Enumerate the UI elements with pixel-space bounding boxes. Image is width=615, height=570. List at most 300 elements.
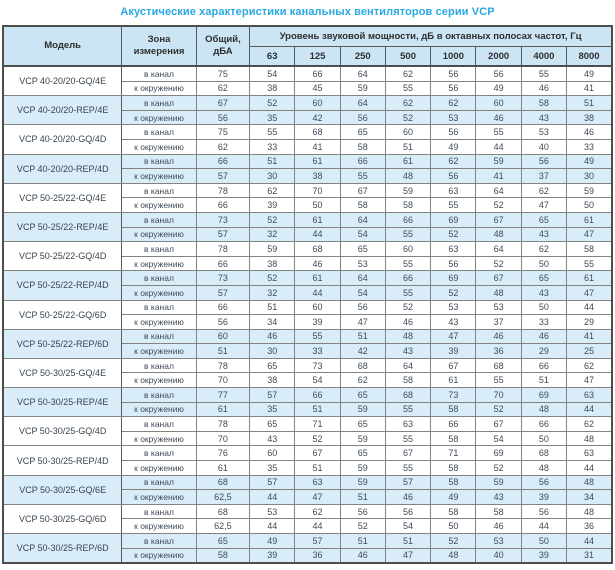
zone-cell: к окружению: [122, 519, 196, 534]
model-cell: VCP 50-25/22-REP/4D: [3, 271, 122, 300]
freq-value-cell: 62: [431, 96, 476, 111]
total-dba-cell: 70: [196, 373, 249, 388]
zone-cell: в канал: [122, 154, 196, 169]
freq-value-cell: 47: [340, 315, 385, 330]
freq-value-cell: 62: [250, 183, 295, 198]
zone-cell: к окружению: [122, 461, 196, 476]
freq-value-cell: 50: [567, 198, 612, 213]
table-row: [3, 358, 612, 373]
freq-value-cell: 46: [521, 81, 566, 96]
zone-cell: в канал: [122, 125, 196, 140]
total-dba-cell: 66: [196, 300, 249, 315]
freq-value-cell: 54: [385, 519, 430, 534]
table-body: [3, 66, 612, 563]
zone-cell: к окружению: [122, 490, 196, 505]
freq-value-cell: 51: [295, 461, 340, 476]
freq-value-cell: 69: [431, 271, 476, 286]
freq-value-cell: 65: [340, 242, 385, 257]
freq-value-cell: 30: [250, 169, 295, 184]
freq-value-cell: 43: [521, 285, 566, 300]
total-dba-cell: 66: [196, 198, 249, 213]
freq-value-cell: 56: [340, 300, 385, 315]
freq-value-cell: 38: [250, 256, 295, 271]
model-cell: VCP 40-20/20-REP/4E: [3, 96, 122, 125]
freq-value-cell: 61: [295, 271, 340, 286]
total-dba-cell: 68: [196, 475, 249, 490]
freq-value-cell: 66: [295, 66, 340, 81]
freq-value-cell: 69: [476, 446, 521, 461]
freq-value-cell: 50: [521, 300, 566, 315]
freq-value-cell: 44: [567, 402, 612, 417]
freq-value-cell: 38: [567, 110, 612, 125]
freq-value-cell: 39: [521, 548, 566, 563]
freq-value-cell: 65: [340, 446, 385, 461]
freq-value-cell: 59: [340, 81, 385, 96]
freq-value-cell: 70: [295, 183, 340, 198]
freq-value-cell: 58: [431, 475, 476, 490]
freq-value-cell: 44: [250, 519, 295, 534]
freq-value-cell: 66: [431, 417, 476, 432]
freq-value-cell: 40: [476, 548, 521, 563]
freq-value-cell: 52: [431, 227, 476, 242]
freq-value-cell: 46: [385, 315, 430, 330]
freq-value-cell: 34: [567, 490, 612, 505]
freq-value-cell: 62: [431, 154, 476, 169]
freq-value-cell: 51: [385, 534, 430, 549]
freq-value-cell: 66: [385, 212, 430, 227]
freq-value-cell: 59: [340, 402, 385, 417]
freq-value-cell: 63: [567, 446, 612, 461]
freq-value-cell: 41: [295, 139, 340, 154]
total-dba-cell: 65: [196, 534, 249, 549]
freq-value-cell: 49: [567, 66, 612, 81]
freq-value-cell: 47: [295, 490, 340, 505]
model-cell: VCP 50-25/22-GQ/6D: [3, 300, 122, 329]
freq-value-cell: 41: [567, 329, 612, 344]
freq-value-cell: 55: [385, 285, 430, 300]
zone-cell: в канал: [122, 300, 196, 315]
freq-value-cell: 65: [340, 388, 385, 403]
model-cell: VCP 40-20/20-GQ/4E: [3, 66, 122, 96]
freq-value-cell: 69: [431, 212, 476, 227]
freq-value-cell: 48: [567, 431, 612, 446]
model-cell: VCP 50-30/25-GQ/4E: [3, 358, 122, 387]
freq-value-cell: 53: [431, 110, 476, 125]
model-cell: VCP 40-20/20-GQ/4D: [3, 125, 122, 154]
freq-value-cell: 58: [431, 402, 476, 417]
freq-value-cell: 68: [295, 242, 340, 257]
freq-value-cell: 47: [567, 373, 612, 388]
freq-value-cell: 36: [567, 519, 612, 534]
freq-value-cell: 53: [476, 300, 521, 315]
freq-value-cell: 60: [385, 125, 430, 140]
freq-value-cell: 64: [385, 358, 430, 373]
freq-value-cell: 55: [385, 431, 430, 446]
freq-value-cell: 34: [250, 315, 295, 330]
model-cell: VCP 50-30/25-GQ/6E: [3, 475, 122, 504]
freq-value-cell: 59: [340, 475, 385, 490]
freq-value-cell: 37: [476, 315, 521, 330]
freq-value-cell: 44: [295, 285, 340, 300]
freq-value-cell: 55: [567, 256, 612, 271]
freq-value-cell: 64: [340, 212, 385, 227]
freq-value-cell: 38: [250, 81, 295, 96]
freq-value-cell: 47: [567, 227, 612, 242]
freq-value-cell: 54: [250, 66, 295, 81]
freq-value-cell: 36: [295, 548, 340, 563]
freq-value-cell: 67: [431, 358, 476, 373]
freq-value-cell: 50: [295, 198, 340, 213]
total-dba-cell: 62: [196, 139, 249, 154]
freq-value-cell: 67: [476, 271, 521, 286]
freq-value-cell: 32: [250, 227, 295, 242]
freq-value-cell: 61: [567, 271, 612, 286]
freq-value-cell: 68: [295, 125, 340, 140]
freq-value-cell: 65: [250, 417, 295, 432]
freq-value-cell: 49: [431, 139, 476, 154]
freq-value-cell: 42: [340, 344, 385, 359]
zone-cell: к окружению: [122, 198, 196, 213]
freq-value-cell: 58: [476, 504, 521, 519]
freq-value-cell: 57: [385, 475, 430, 490]
total-dba-cell: 57: [196, 227, 249, 242]
freq-value-cell: 35: [250, 110, 295, 125]
table-row: [3, 125, 612, 140]
freq-value-cell: 53: [476, 534, 521, 549]
total-dba-cell: 78: [196, 358, 249, 373]
freq-value-cell: 39: [431, 344, 476, 359]
freq-value-cell: 56: [521, 504, 566, 519]
zone-cell: в канал: [122, 66, 196, 81]
freq-value-cell: 59: [476, 154, 521, 169]
total-dba-cell: 76: [196, 446, 249, 461]
freq-value-cell: 48: [431, 548, 476, 563]
zone-cell: в канал: [122, 388, 196, 403]
freq-value-cell: 63: [431, 183, 476, 198]
table-row: [3, 242, 612, 257]
freq-value-cell: 58: [567, 242, 612, 257]
freq-value-cell: 50: [521, 534, 566, 549]
freq-value-cell: 54: [340, 285, 385, 300]
model-cell: VCP 50-25/22-GQ/4E: [3, 183, 122, 212]
freq-value-cell: 58: [521, 96, 566, 111]
freq-value-cell: 55: [250, 125, 295, 140]
freq-value-cell: 48: [567, 504, 612, 519]
freq-value-cell: 54: [340, 227, 385, 242]
freq-value-cell: 63: [567, 388, 612, 403]
zone-cell: к окружению: [122, 139, 196, 154]
page-title: Акустические характеристики канальных вентиляторов серии VCP: [120, 6, 495, 18]
freq-value-cell: 52: [250, 212, 295, 227]
freq-value-cell: 39: [250, 198, 295, 213]
freq-value-cell: 52: [476, 256, 521, 271]
header-model: Модель: [3, 26, 122, 66]
freq-value-cell: 55: [521, 66, 566, 81]
freq-value-cell: 44: [250, 490, 295, 505]
freq-value-cell: 68: [385, 388, 430, 403]
freq-value-cell: 61: [567, 212, 612, 227]
freq-value-cell: 39: [295, 315, 340, 330]
header-freq-125: 125: [295, 47, 340, 67]
freq-value-cell: 51: [250, 154, 295, 169]
zone-cell: в канал: [122, 446, 196, 461]
total-dba-cell: 56: [196, 315, 249, 330]
zone-cell: к окружению: [122, 315, 196, 330]
table-row: [3, 66, 612, 81]
freq-value-cell: 48: [476, 285, 521, 300]
model-cell: VCP 50-30/25-REP/6D: [3, 534, 122, 564]
model-cell: VCP 50-30/25-GQ/6D: [3, 504, 122, 533]
total-dba-cell: 78: [196, 183, 249, 198]
freq-value-cell: 48: [521, 402, 566, 417]
freq-value-cell: 55: [431, 198, 476, 213]
freq-value-cell: 57: [295, 534, 340, 549]
total-dba-cell: 61: [196, 402, 249, 417]
freq-value-cell: 62: [521, 242, 566, 257]
freq-value-cell: 52: [385, 300, 430, 315]
freq-value-cell: 59: [250, 242, 295, 257]
freq-value-cell: 52: [385, 110, 430, 125]
freq-value-cell: 58: [340, 198, 385, 213]
freq-value-cell: 58: [431, 504, 476, 519]
total-dba-cell: 75: [196, 125, 249, 140]
freq-value-cell: 52: [295, 431, 340, 446]
zone-cell: в канал: [122, 475, 196, 490]
freq-value-cell: 43: [385, 344, 430, 359]
freq-value-cell: 73: [295, 358, 340, 373]
freq-value-cell: 52: [476, 402, 521, 417]
table-row: [3, 329, 612, 344]
freq-value-cell: 58: [385, 373, 430, 388]
freq-value-cell: 50: [521, 256, 566, 271]
zone-cell: к окружению: [122, 548, 196, 563]
freq-value-cell: 53: [431, 300, 476, 315]
freq-value-cell: 59: [567, 183, 612, 198]
freq-value-cell: 30: [250, 344, 295, 359]
zone-cell: в канал: [122, 183, 196, 198]
freq-value-cell: 46: [476, 329, 521, 344]
freq-value-cell: 56: [476, 66, 521, 81]
freq-value-cell: 62: [567, 358, 612, 373]
freq-value-cell: 66: [521, 358, 566, 373]
freq-value-cell: 53: [250, 504, 295, 519]
freq-value-cell: 47: [567, 285, 612, 300]
freq-value-cell: 48: [521, 461, 566, 476]
freq-value-cell: 49: [431, 490, 476, 505]
freq-value-cell: 30: [567, 169, 612, 184]
total-dba-cell: 66: [196, 154, 249, 169]
freq-value-cell: 44: [476, 139, 521, 154]
zone-cell: в канал: [122, 417, 196, 432]
acoustic-table: [2, 25, 613, 564]
freq-value-cell: 43: [476, 490, 521, 505]
freq-value-cell: 56: [521, 475, 566, 490]
total-dba-cell: 73: [196, 271, 249, 286]
freq-value-cell: 66: [340, 154, 385, 169]
freq-value-cell: 29: [521, 344, 566, 359]
header-freq-500: 500: [385, 47, 430, 67]
freq-value-cell: 32: [250, 285, 295, 300]
total-dba-cell: 56: [196, 110, 249, 125]
total-dba-cell: 75: [196, 66, 249, 81]
freq-value-cell: 56: [521, 154, 566, 169]
freq-value-cell: 65: [250, 358, 295, 373]
header-freq-8000: 8000: [567, 47, 612, 67]
freq-value-cell: 52: [476, 198, 521, 213]
freq-value-cell: 52: [431, 285, 476, 300]
freq-value-cell: 46: [476, 110, 521, 125]
freq-value-cell: 58: [431, 431, 476, 446]
freq-value-cell: 47: [431, 329, 476, 344]
freq-value-cell: 47: [385, 548, 430, 563]
freq-value-cell: 45: [295, 81, 340, 96]
table-row: [3, 300, 612, 315]
freq-value-cell: 66: [521, 417, 566, 432]
freq-value-cell: 36: [476, 344, 521, 359]
freq-value-cell: 33: [567, 139, 612, 154]
header-freq-1000: 1000: [431, 47, 476, 67]
total-dba-cell: 58: [196, 548, 249, 563]
freq-value-cell: 61: [295, 212, 340, 227]
model-cell: VCP 50-30/25-REP/4E: [3, 388, 122, 417]
table-row: [3, 388, 612, 403]
freq-value-cell: 60: [295, 96, 340, 111]
model-cell: VCP 50-30/25-REP/4D: [3, 446, 122, 475]
freq-value-cell: 51: [385, 139, 430, 154]
zone-cell: в канал: [122, 242, 196, 257]
freq-value-cell: 48: [385, 329, 430, 344]
freq-value-cell: 43: [521, 227, 566, 242]
zone-cell: к окружению: [122, 344, 196, 359]
freq-value-cell: 61: [295, 154, 340, 169]
freq-value-cell: 55: [385, 256, 430, 271]
freq-value-cell: 46: [385, 490, 430, 505]
freq-value-cell: 60: [295, 300, 340, 315]
freq-value-cell: 52: [476, 461, 521, 476]
table-row: [3, 417, 612, 432]
freq-value-cell: 44: [567, 461, 612, 476]
freq-value-cell: 52: [250, 271, 295, 286]
table-row: [3, 96, 612, 111]
freq-value-cell: 46: [521, 329, 566, 344]
freq-value-cell: 46: [250, 329, 295, 344]
zone-cell: к окружению: [122, 373, 196, 388]
total-dba-cell: 66: [196, 256, 249, 271]
model-cell: VCP 50-30/25-GQ/4D: [3, 417, 122, 446]
table-row: [3, 446, 612, 461]
freq-value-cell: 56: [431, 125, 476, 140]
freq-value-cell: 67: [340, 183, 385, 198]
freq-value-cell: 46: [476, 519, 521, 534]
header-freq-63: 63: [250, 47, 295, 67]
freq-value-cell: 39: [250, 548, 295, 563]
total-dba-cell: 62: [196, 81, 249, 96]
freq-value-cell: 61: [385, 154, 430, 169]
freq-value-cell: 60: [385, 242, 430, 257]
header-freq-4000: 4000: [521, 47, 566, 67]
total-dba-cell: 57: [196, 169, 249, 184]
freq-value-cell: 55: [476, 125, 521, 140]
freq-value-cell: 62: [385, 66, 430, 81]
zone-cell: к окружению: [122, 227, 196, 242]
freq-value-cell: 52: [250, 96, 295, 111]
freq-value-cell: 51: [340, 490, 385, 505]
freq-value-cell: 62: [567, 417, 612, 432]
freq-value-cell: 66: [385, 271, 430, 286]
freq-value-cell: 59: [340, 431, 385, 446]
freq-value-cell: 43: [521, 110, 566, 125]
freq-value-cell: 51: [340, 534, 385, 549]
freq-value-cell: 69: [521, 388, 566, 403]
zone-cell: к окружению: [122, 402, 196, 417]
total-dba-cell: 70: [196, 431, 249, 446]
freq-value-cell: 39: [521, 490, 566, 505]
freq-value-cell: 44: [521, 519, 566, 534]
freq-value-cell: 48: [385, 169, 430, 184]
freq-value-cell: 65: [521, 271, 566, 286]
freq-value-cell: 31: [567, 548, 612, 563]
model-cell: VCP 50-25/22-REP/4E: [3, 212, 122, 241]
header-total-dba: Общий, дБА: [196, 26, 249, 66]
freq-value-cell: 57: [250, 388, 295, 403]
freq-value-cell: 67: [295, 446, 340, 461]
freq-value-cell: 64: [476, 183, 521, 198]
freq-value-cell: 44: [567, 300, 612, 315]
zone-cell: к окружению: [122, 81, 196, 96]
freq-value-cell: 46: [567, 125, 612, 140]
freq-value-cell: 65: [340, 125, 385, 140]
freq-value-cell: 59: [340, 461, 385, 476]
model-cell: VCP 50-25/22-REP/6D: [3, 329, 122, 358]
freq-value-cell: 55: [385, 227, 430, 242]
freq-value-cell: 56: [431, 256, 476, 271]
freq-value-cell: 35: [250, 461, 295, 476]
freq-value-cell: 63: [385, 417, 430, 432]
freq-value-cell: 44: [295, 227, 340, 242]
freq-value-cell: 41: [476, 169, 521, 184]
total-dba-cell: 77: [196, 388, 249, 403]
zone-cell: в канал: [122, 212, 196, 227]
freq-value-cell: 68: [340, 358, 385, 373]
zone-cell: в канал: [122, 329, 196, 344]
freq-value-cell: 58: [340, 139, 385, 154]
freq-value-cell: 51: [521, 373, 566, 388]
zone-cell: в канал: [122, 271, 196, 286]
table-row: [3, 183, 612, 198]
zone-cell: в канал: [122, 534, 196, 549]
total-dba-cell: 78: [196, 417, 249, 432]
freq-value-cell: 38: [250, 373, 295, 388]
freq-value-cell: 48: [567, 475, 612, 490]
freq-value-cell: 42: [295, 110, 340, 125]
freq-value-cell: 62: [340, 373, 385, 388]
zone-cell: к окружению: [122, 256, 196, 271]
freq-value-cell: 68: [476, 358, 521, 373]
freq-value-cell: 37: [521, 169, 566, 184]
freq-value-cell: 60: [476, 96, 521, 111]
freq-value-cell: 67: [476, 212, 521, 227]
freq-value-cell: 55: [476, 373, 521, 388]
freq-value-cell: 49: [476, 81, 521, 96]
freq-value-cell: 51: [295, 402, 340, 417]
freq-value-cell: 67: [385, 446, 430, 461]
freq-value-cell: 56: [385, 504, 430, 519]
freq-value-cell: 55: [295, 329, 340, 344]
freq-value-cell: 58: [385, 198, 430, 213]
zone-cell: к окружению: [122, 169, 196, 184]
freq-value-cell: 44: [295, 519, 340, 534]
freq-value-cell: 65: [340, 417, 385, 432]
